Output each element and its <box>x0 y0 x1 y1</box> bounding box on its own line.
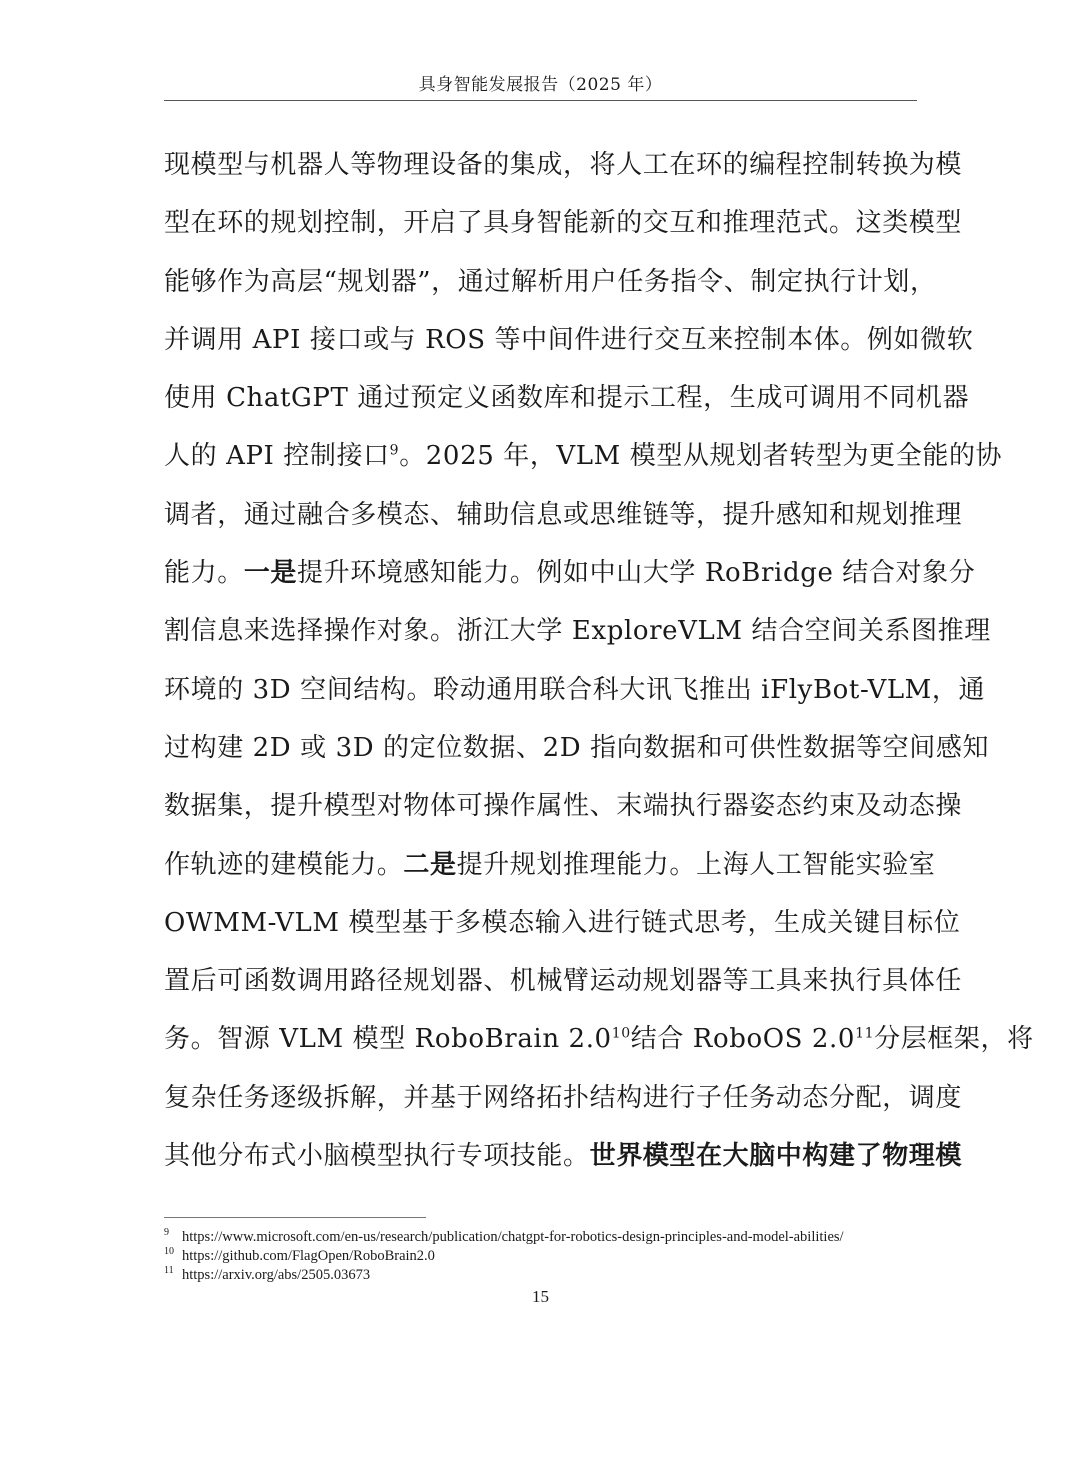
text-line <box>164 253 937 311</box>
text-line <box>164 1069 963 1127</box>
text-line <box>164 952 963 1010</box>
text-segment: 能力。 <box>164 558 244 589</box>
text-segment: 割信息来选择操作对象。浙江大学 ExploreVLM 结合空间关系图推理 <box>164 616 991 647</box>
text-line <box>164 427 1003 485</box>
footnote-ref: 11 <box>855 1025 875 1042</box>
text-segment: 现模型与机器人等物理设备的集成，将人工在环的编程控制转换为模 <box>164 150 963 180</box>
text-segment: 置后可函数调用路径规划器、机械臂运动规划器等工具来执行具体任 <box>164 966 963 997</box>
text-line <box>164 136 963 194</box>
text-line <box>164 544 976 602</box>
footnote-ref: 9 <box>389 442 400 459</box>
footnote-link[interactable]: https://arxiv.org/abs/2505.03673 <box>182 1267 371 1283</box>
text-segment: 务。智源 VLM 模型 RoboBrain 2.0 <box>164 1024 612 1055</box>
header-divider <box>164 100 917 101</box>
text-line <box>164 602 991 660</box>
text-segment: 人的 API 控制接口 <box>164 441 390 472</box>
text-segment: 结合 RoboOS 2.0 <box>630 1024 856 1055</box>
text-segment: 。2025 年，VLM 模型从规划者转型为更全能的协 <box>399 441 1003 472</box>
text-segment: 环境的 3D 空间结构。聆动通用联合科大讯飞推出 iFlyBot-VLM，通 <box>164 674 986 705</box>
footnote-item: 11 https://arxiv.org/abs/2505.03673 <box>164 1265 371 1283</box>
bold-phrase: 世界模型在大脑中构建了物理模 <box>589 1141 963 1172</box>
footnote-item: 10 https://github.com/FlagOpen/RoboBrain2.0 <box>164 1246 435 1264</box>
page-number: 15 <box>532 1287 549 1306</box>
text-line <box>164 486 963 544</box>
footnote-ref: 10 <box>611 1025 631 1042</box>
text-line <box>164 661 986 719</box>
text-line <box>164 894 961 952</box>
text-segment: 并调用 API 接口或与 ROS 等中间件进行交互来控制本体。例如微软 <box>164 324 974 355</box>
text-segment: 作轨迹的建模能力。 <box>164 849 404 880</box>
text-line <box>164 1010 1034 1068</box>
text-segment: OWMM-VLM 模型基于多模态输入进行链式思考，生成关键目标位 <box>164 907 961 938</box>
body-paragraph <box>164 136 1034 1185</box>
footnote-item: 9 https://www.microsoft.com/en-us/research/publication/chatgpt-for-robotics-design-principles-and-model-abilities/ <box>164 1227 844 1245</box>
text-line <box>164 311 974 369</box>
text-segment: 能够作为高层“规划器”，通过解析用户任务指令、制定执行计划， <box>164 266 937 297</box>
text-line <box>164 836 936 894</box>
text-segment: 提升规划推理能力。上海人工智能实验室 <box>456 849 936 880</box>
text-segment: 复杂任务逐级拆解，并基于网络拓扑结构进行子任务动态分配，调度 <box>164 1082 963 1113</box>
footnote-link[interactable]: https://github.com/FlagOpen/RoboBrain2.0 <box>182 1248 435 1264</box>
footnote-divider <box>164 1217 426 1218</box>
text-segment: 提升环境感知能力。例如中山大学 RoBridge 结合对象分 <box>297 558 976 589</box>
text-segment: 分层框架，将 <box>874 1024 1034 1055</box>
text-segment: 型在环的规划控制，开启了具身智能新的交互和推理范式。这类模型 <box>164 208 963 239</box>
text-line <box>164 369 970 427</box>
text-line <box>164 719 990 777</box>
text-segment: 使用 ChatGPT 通过预定义函数库和提示工程，生成可调用不同机器 <box>164 383 970 414</box>
text-segment: 数据集，提升模型对物体可操作属性、末端执行器姿态约束及动态操 <box>164 791 963 822</box>
text-line <box>164 1127 963 1185</box>
text-segment: 调者，通过融合多模态、辅助信息或思维链等，提升感知和规划推理 <box>164 499 963 530</box>
text-segment: 其他分布式小脑模型执行专项技能。 <box>164 1141 590 1172</box>
text-line <box>164 194 963 252</box>
running-header: 具身智能发展报告（2025 年） <box>418 75 663 95</box>
text-segment: 过构建 2D 或 3D 的定位数据、2D 指向数据和可供性数据等空间感知 <box>164 732 990 763</box>
footnotes <box>164 1228 924 1285</box>
bold-phrase: 一是 <box>243 558 298 589</box>
bold-phrase: 二是 <box>403 849 457 880</box>
text-line <box>164 777 963 835</box>
footnote-link[interactable]: https://www.microsoft.com/en-us/research/publication/chatgpt-for-robotics-design-principles-and-model-abilities/ <box>182 1229 844 1245</box>
